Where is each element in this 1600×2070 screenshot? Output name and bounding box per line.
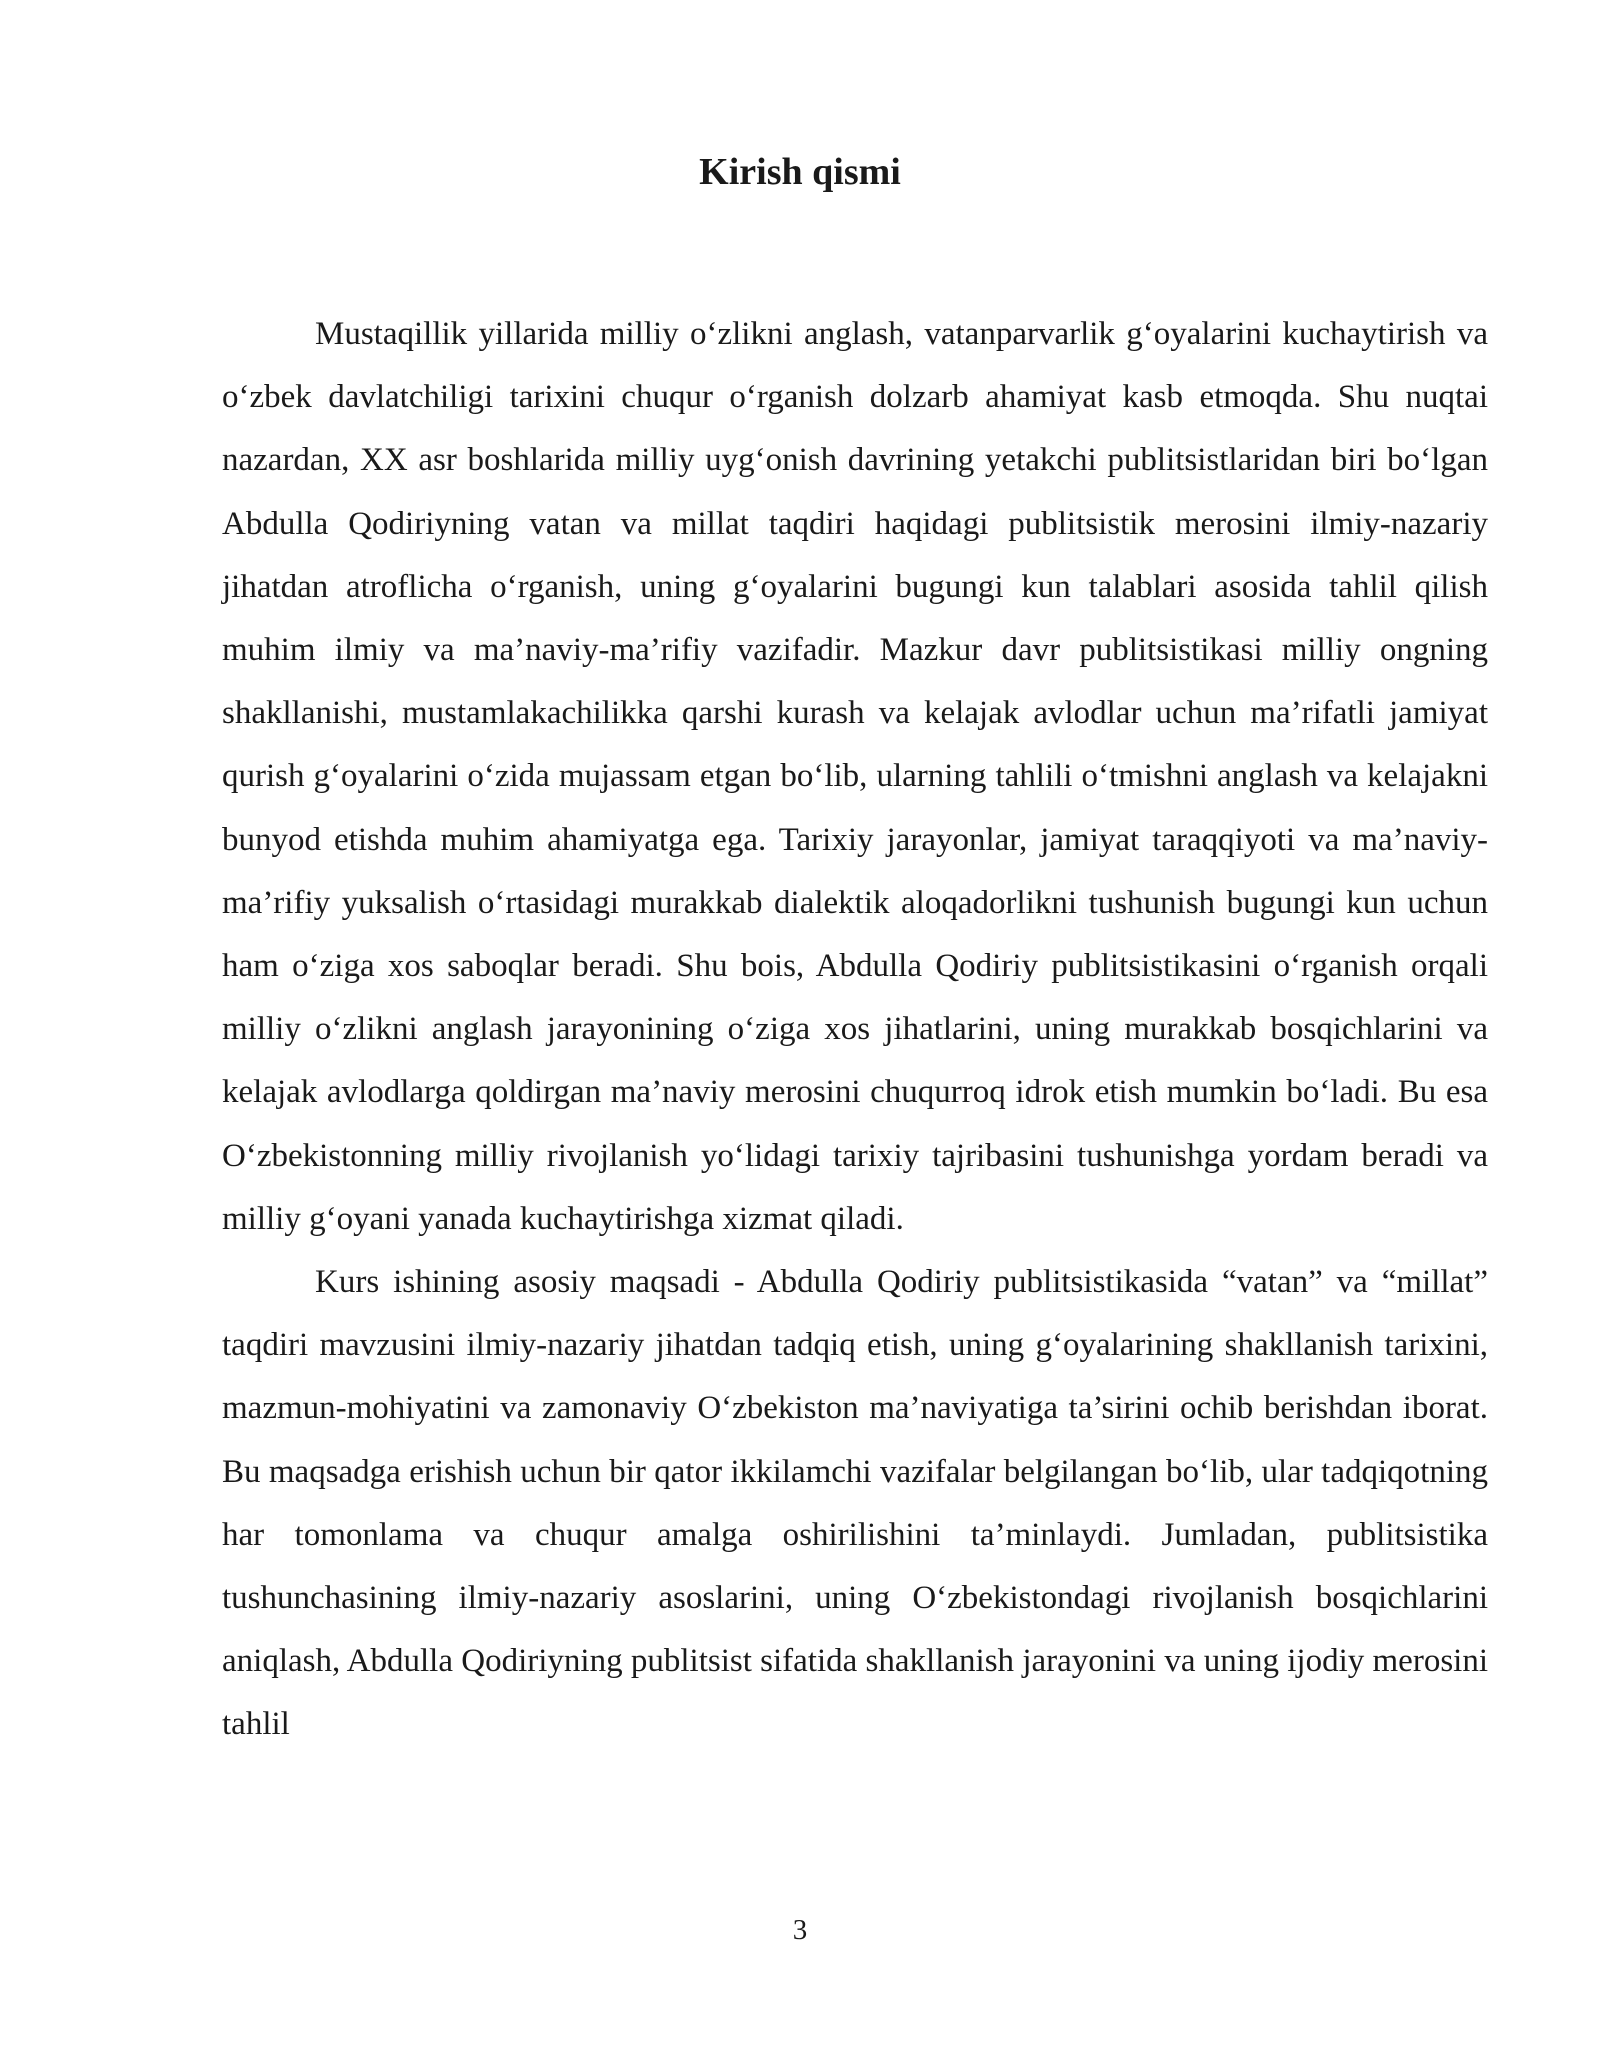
page-number: 3 bbox=[792, 1914, 808, 1946]
paragraph-1: Mustaqillik yillarida milliy o‘zlikni anglash, vatanparvarlik g‘oyalarini kuchaytirish va o‘zbek davlatchiligi tarixini chuqur o‘rganish dolzarb ahamiyat kasb etmoqda. Shu nuqtai nazardan, XX asr boshlarida milliy uyg‘onish davrining yetakchi publitsistlaridan biri bo‘lgan Abdulla Qodiriyning vatan va millat taqdiri haqidagi publitsistik merosini ilmiy-nazariy jihatdan atroflicha o‘rganish, uning g‘oyalarini bugungi kun talablari asosida tahlil qilish muhim ilmiy va ma’naviy-ma’rifiy vazifadir. Mazkur davr publitsistikasi milliy ongning shakllanishi, mustamlakachilikka qarshi kurash va kelajak avlodlar uchun ma’rifatli jamiyat qurish g‘oyalarini o‘zida mujassam etgan bo‘lib, ularning tahlili o‘tmishni anglash va kelajakni bunyod etishda muhim ahamiyatga ega. Tarixiy jarayonlar, jamiyat taraqqiyoti va ma’naviy-ma’rifiy yuksalish o‘rtasidagi murakkab dialektik aloqadorlikni tushunish bugungi kun uchun ham o‘ziga xos saboqlar beradi. Shu bois, Abdulla Qodiriy publitsistikasini o‘rganish orqali milliy o‘zlikni anglash jarayonining o‘ziga xos jihatlarini, uning murakkab bosqichlarini va kelajak avlodlarga qoldirgan ma’naviy merosini chuqurroq idrok etish mumkin bo‘ladi. Bu esa O‘zbekistonning milliy rivojlanish yo‘lidagi tarixiy tajribasini tushunishga yordam beradi va milliy g‘oyani yanada kuchaytirishga xizmat qiladi. bbox=[222, 316, 1488, 1237]
paragraph-2: Kurs ishining asosiy maqsadi - Abdulla Qodiriy publitsistikasida “vatan” va “millat” taqdiri mavzusini ilmiy-nazariy jihatdan tadqiq etish, uning g‘oyalarining shakllanish tarixini, mazmun-mohiyatini va zamonaviy O‘zbekiston ma’naviyatiga ta’sirini ochib berishdan iborat. Bu maqsadga erishish uchun bir qator ikkilamchi vazifalar belgilangan bo‘lib, ular tadqiqotning har tomonlama va chuqur amalga oshirilishini ta’minlaydi. Jumladan, publitsistika tushunchasining ilmiy-nazariy asoslarini, uning O‘zbekistondagi rivojlanish bosqichlarini aniqlash, Abdulla Qodiriyning publitsist sifatida shakllanish jarayonini va uning ijodiy merosini tahlil bbox=[222, 1264, 1488, 1743]
body-text bbox=[222, 303, 1488, 1757]
page-title: Kirish qismi bbox=[699, 151, 901, 193]
